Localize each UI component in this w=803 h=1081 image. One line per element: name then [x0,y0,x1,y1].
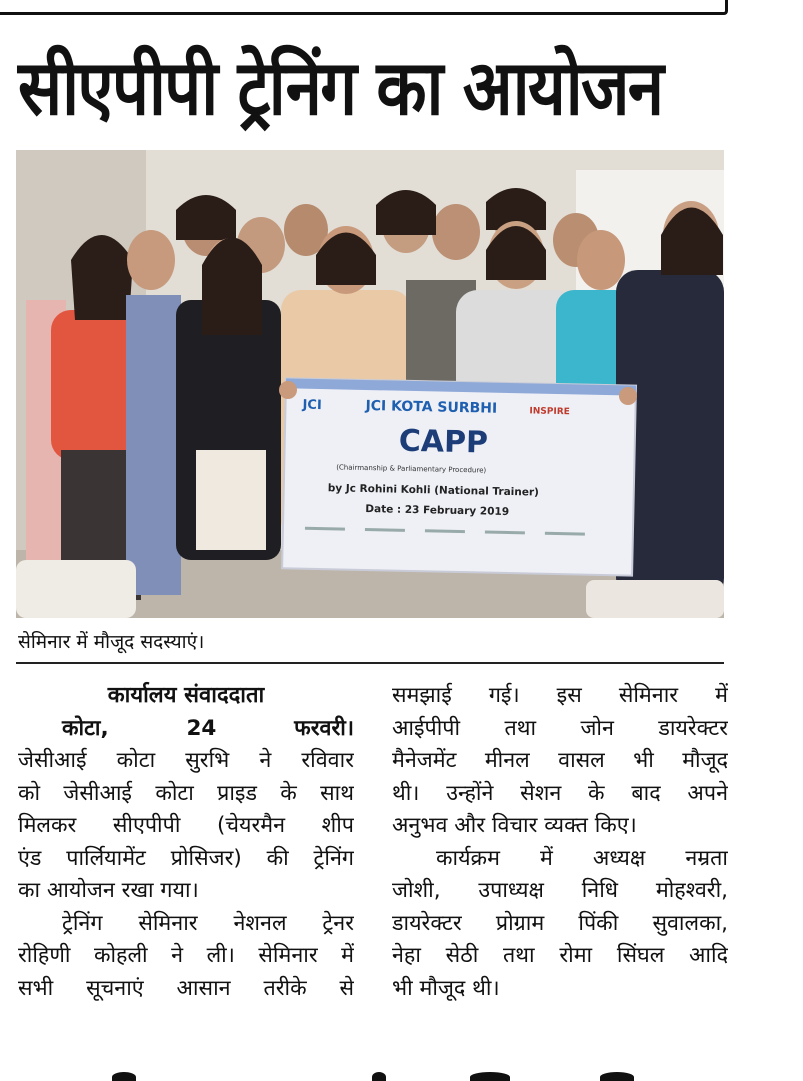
paragraph-line: जोशी, उपाध्यक्ष निधि मोहश्वरी, [392,878,728,903]
banner-org: JCI KOTA SURBHI [365,397,498,417]
right-column [392,680,728,1005]
paragraph-line: अनुभव और विचार व्यक्त किए। [392,813,637,838]
group-photo [16,150,724,618]
paragraph-line: ट्रेनिंग सेमिनार नेशनल ट्रेनर [62,910,354,936]
capp-banner [282,378,636,575]
banner-logo-left: JCI [302,397,322,414]
previous-article-box [0,0,728,15]
paragraph-line: मिलकर सीएपीपी (चेयरमैन शीप [18,813,354,838]
next-headline-fragment [0,1066,803,1081]
paragraph-line: मैनेजमेंट मीनल वासल भी मौजूद [392,748,728,773]
banner-logo-right: INSPIRE [529,406,570,418]
paragraph-line: रोहिणी कोहली ने ली। सेमिनार में [18,943,354,968]
paragraph-line: सभी सूचनाएं आसान तरीके से [18,975,354,1001]
paragraph-line: समझाई गई। इस सेमिनार में [392,683,728,708]
paragraph-line: जेसीआई कोटा सुरभि ने रविवार [18,748,354,773]
byline: कार्यालय संवाददाता [107,683,265,708]
paragraph-line: एंड पार्लियामेंट प्रोसिजर) की ट्रेनिंग [18,845,354,871]
left-column [18,680,354,1005]
paragraph-line: नेहा सेठी तथा रोमा सिंघल आदि [392,943,728,968]
banner-by-line: by Jc Rohini Kohli (National Trainer) [327,482,540,499]
caption-divider [16,662,724,664]
paragraph-line: डायरेक्टर प्रोग्राम पिंकी सुवालका, [392,910,728,936]
dateline: कोटा, 24 फरवरी। [62,715,354,741]
paragraph-line: थी। उन्होंने सेशन के बाद अपने [392,780,728,806]
banner-subtitle: (Chairmanship & Parliamentary Procedure) [336,463,487,475]
photo-illustration [16,150,724,618]
paragraph-line: का आयोजन रखा गया। [18,878,199,903]
paragraph-line: भी मौजूद थी। [392,975,500,1001]
photo-caption: सेमिनार में मौजूद सदस्याएं। [18,631,205,653]
paragraph-line: को जेसीआई कोटा प्राइड के साथ [18,780,354,806]
banner-date-line: Date : 23 February 2019 [365,503,510,519]
banner-title: CAPP [398,423,489,461]
paragraph-line: कार्यक्रम में अध्यक्ष नम्रता [436,845,728,871]
headline: सीएपीपी ट्रेनिंग का आयोजन [18,43,663,132]
paragraph-line: आईपीपी तथा जोन डायरेक्टर [392,715,728,741]
